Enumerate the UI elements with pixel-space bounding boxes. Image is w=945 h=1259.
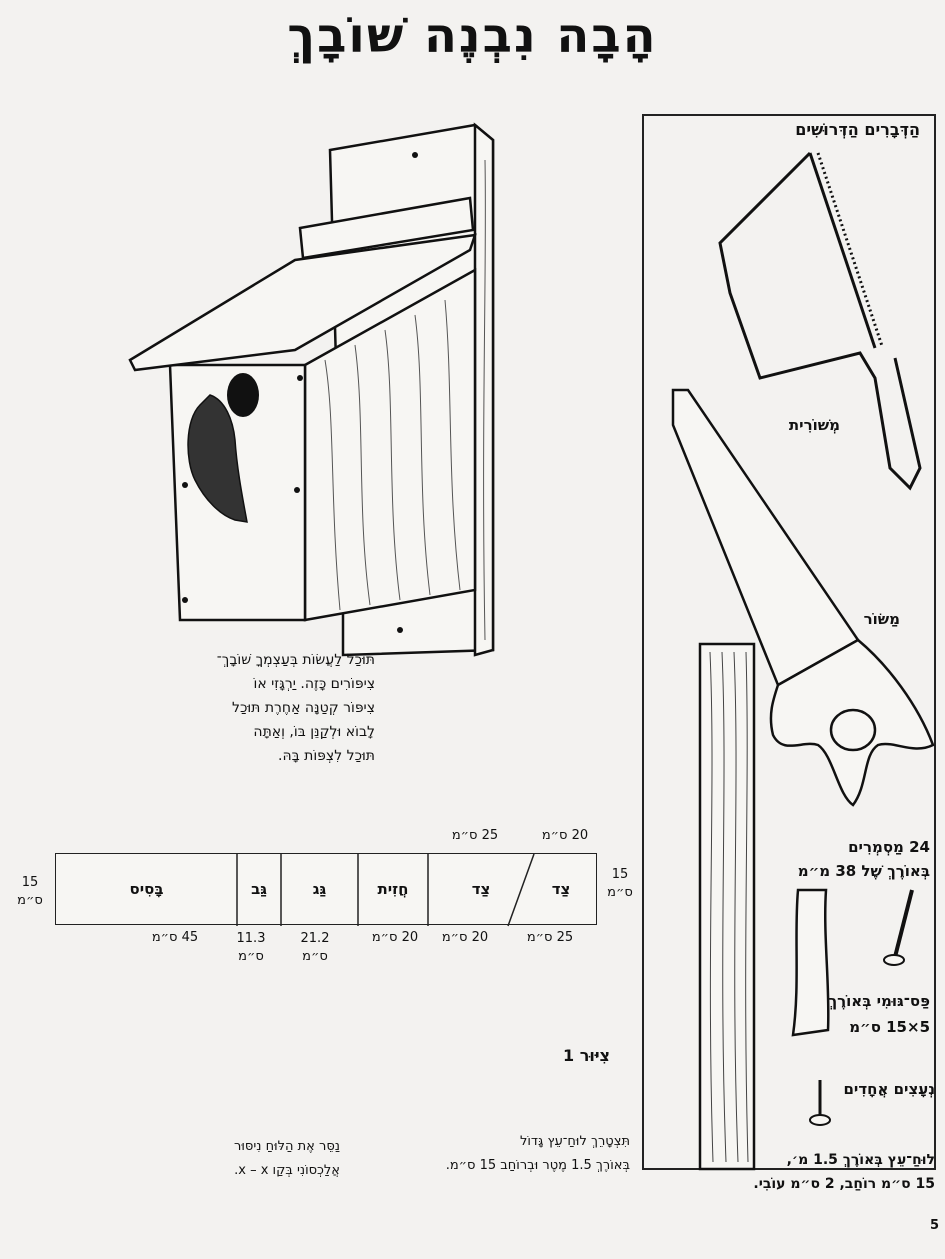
segment-roof: גַּג <box>312 880 327 898</box>
segment-base: בָּסִיס <box>129 880 164 898</box>
hacksaw-label: מְשׁוֹרִית <box>788 416 840 434</box>
strip-height-left: 15 ס״מ <box>17 875 43 908</box>
note-center: תִּצְטָרֵךְ לוּחַ־עֵץ גָּדוֹל בְּאוֹרֶךְ 1.5 מֶטֶר וּבְרוֹחַב 15 ס״מ. <box>445 1134 630 1173</box>
segment-back: גַּב <box>251 880 267 898</box>
wooden-plank-icon <box>698 642 758 1172</box>
strip-bottom-dim-4: 21.2 ס״מ <box>300 931 330 964</box>
figure-label: צִיּוּר 1 <box>563 1046 610 1065</box>
strip-bottom-dim-3: 20 ס״מ <box>371 930 419 945</box>
strip-bottom-dim-6: 45 ס״מ <box>151 930 199 945</box>
nail-icon <box>880 885 920 970</box>
nails-label: 24 מַסְמְרִים בְּאוֹרֶךְ שֶׁל 38 מ״מ <box>797 838 930 880</box>
page-number: 5 <box>930 1218 940 1233</box>
tacks-label: נְעָצִים אֲחָדִים <box>843 1080 935 1098</box>
materials-heading: הַדְּבָרִים הַדְּרוּשִׁים <box>795 120 920 139</box>
intro-text: תּוּכַל לַעֲשׂוֹת בְּעַצְמְךָ שׁוֹבָךְ־ צִיפּוֹרִים כָּזֶה. יַרְגָּזִי אוֹ צִיפּוֹר קְטַנָּה אַחֶרֶת תּוּכַל לָבוֹא וּלְקַנֵּן בּוֹ, וְאַתָּה תּוּכַל לִצְפּוֹת בָּהּ. <box>216 652 375 764</box>
segment-side-2: צַד <box>471 880 491 898</box>
cutting-diagram <box>55 853 597 925</box>
birdhouse-illustration <box>125 120 505 660</box>
strip-bottom-dim-5: 11.3 ס״מ <box>236 931 266 964</box>
strip-top-dim-2: 25 ס״מ <box>451 828 499 843</box>
strip-bottom-dim-1: 25 ס״מ <box>526 930 574 945</box>
page-title: הָבָה נִבְנֶה שׁוֹבָךְ <box>287 8 658 64</box>
rubber-strip-label: פַּס־גּוּמִי בְּאוֹרֶךְ 5×15 ס״מ <box>828 992 930 1036</box>
segment-side-1: צַד <box>551 880 571 898</box>
note-left: נַסֵּר אֶת הַלּוּחַ נִיסּוּר אֲלַכְסוֹנִי בְּקַו x – x. <box>234 1139 340 1178</box>
board-label: לוּחַ־עֵץ בְּאוֹרֶךְ 1.5 מ׳, 15 ס״מ רוֹחַב, 2 ס״מ עוֹבִי. <box>753 1152 935 1192</box>
strip-bottom-dim-2: 20 ס״מ <box>441 930 489 945</box>
strip-top-dim-1: 20 ס״מ <box>541 828 589 843</box>
strip-height-right: 15 ס״מ <box>607 867 633 900</box>
handsaw-label: מַשּׂוֹר <box>863 610 900 628</box>
segment-front: חֲזִית <box>377 880 409 898</box>
